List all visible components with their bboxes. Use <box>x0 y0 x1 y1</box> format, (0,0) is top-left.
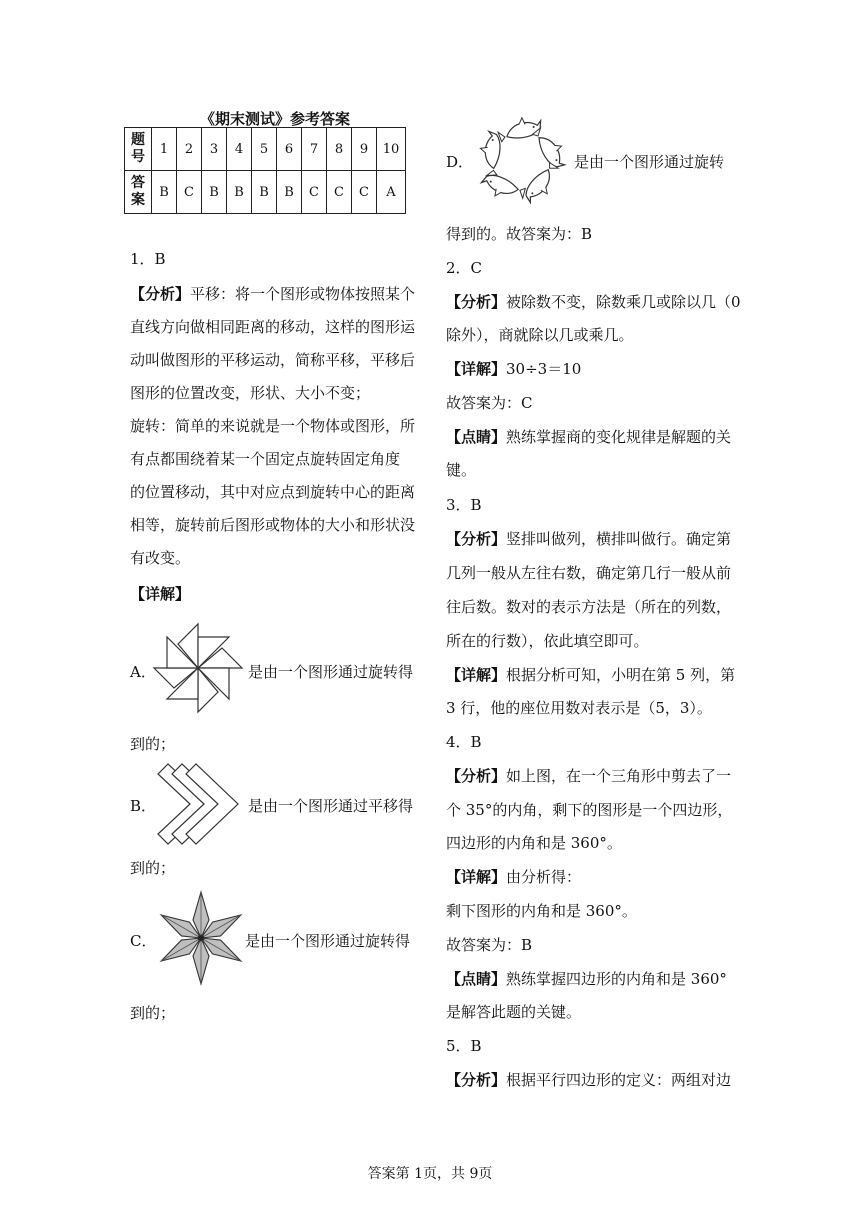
question-number-header: 题 号 <box>125 128 152 171</box>
table-cell: 3 <box>202 128 227 171</box>
q1-answer: 1．B <box>130 250 166 268</box>
option-d-text: 是由一个图形通过旋转 <box>574 153 725 171</box>
option-a-text: 是由一个图形通过旋转得 <box>248 663 414 681</box>
table-cell: C <box>327 171 352 214</box>
q3-analysis: 【分析】竖排叫做列，横排叫做行。确定第 <box>446 530 732 548</box>
text-line: 四边形的内角和是 360°。 <box>446 834 622 852</box>
q4-analysis: 【分析】如上图，在一个三角形中剪去了一 <box>446 767 732 785</box>
answer-table <box>124 127 406 214</box>
q1-analysis: 【分析】平移：将一个图形或物体按照某个 <box>130 285 416 303</box>
q4-point: 【点睛】熟练掌握四边形的内角和是 360° <box>446 970 727 988</box>
table-cell: 9 <box>352 128 377 171</box>
pinwheel-figure <box>152 622 244 714</box>
text-line: 到的； <box>130 735 176 753</box>
q2-detail: 【详解】30÷3＝10 <box>446 360 582 378</box>
q5-answer: 5．B <box>446 1037 482 1055</box>
table-cell: C <box>177 171 202 214</box>
table-cell: A <box>377 171 406 214</box>
text-line: 的位置移动，其中对应点到旋转中心的距离 <box>130 483 416 501</box>
q4-answer: 4．B <box>446 733 482 751</box>
q3-detail: 【详解】根据分析可知，小明在第 5 列，第 <box>446 666 736 684</box>
option-c-label: C． <box>130 932 157 950</box>
text-line: 有改变。 <box>130 549 191 567</box>
table-cell: B <box>227 171 252 214</box>
table-cell: 8 <box>327 128 352 171</box>
table-row <box>125 128 406 171</box>
option-a-label: A． <box>130 663 156 681</box>
dolphins-figure <box>470 108 574 208</box>
q1-detail-tag: 【详解】 <box>130 585 191 603</box>
q2-answer: 2．C <box>446 259 483 277</box>
chevrons-figure <box>152 760 244 848</box>
option-b-label: B． <box>130 797 157 815</box>
text-line: 除外），商就除以几或乘几。 <box>446 326 634 344</box>
table-cell: 6 <box>277 128 302 171</box>
table-cell: B <box>202 171 227 214</box>
text-line: 直线方向做相同距离的移动，这样的图形运 <box>130 318 416 336</box>
text-line: 有点都围绕着某一个固定点旋转固定角度 <box>130 450 401 468</box>
option-d-label: D． <box>446 153 474 171</box>
table-cell: B <box>252 171 277 214</box>
text-line: 旋转：简单的来说就是一个物体或图形，所 <box>130 417 416 435</box>
table-cell: 4 <box>227 128 252 171</box>
table-cell: 10 <box>377 128 406 171</box>
q2-point: 【点睛】熟练掌握商的变化规律是解题的关 <box>446 428 732 446</box>
text-line: 键。 <box>446 461 477 479</box>
text-line: 到的； <box>130 859 176 877</box>
table-cell: C <box>352 171 377 214</box>
table-cell: 2 <box>177 128 202 171</box>
q3-answer: 3．B <box>446 496 482 514</box>
text-line: 个 35°的内角，剩下的图形是一个四边形， <box>446 801 733 819</box>
page-footer: 答案第 1页，共 9页 <box>367 1166 493 1182</box>
text-line: 得到的。故答案为：B <box>446 225 593 243</box>
option-b-text: 是由一个图形通过平移得 <box>248 797 414 815</box>
page-title: 《期末测试》参考答案 <box>200 110 351 128</box>
q5-analysis: 【分析】根据平行四边形的定义：两组对边 <box>446 1071 732 1089</box>
text-line: 图形的位置改变，形状、大小不变； <box>130 384 371 402</box>
table-cell: 7 <box>302 128 327 171</box>
table-row <box>125 171 406 214</box>
text-line: 故答案为：B <box>446 936 533 954</box>
answer-header: 答 案 <box>125 171 152 214</box>
text-line: 3 行，他的座位用数对表示是（5，3）。 <box>446 699 712 717</box>
text-line: 剩下图形的内角和是 360°。 <box>446 902 637 920</box>
text-line: 故答案为：C <box>446 394 533 412</box>
table-cell: C <box>302 171 327 214</box>
text-line: 动叫做图形的平移运动，简称平移，平移后 <box>130 351 416 369</box>
option-c-text: 是由一个图形通过旋转得 <box>245 932 411 950</box>
text-line: 往后数。数对的表示方法是（所在的列数， <box>446 598 732 616</box>
q2-analysis: 【分析】被除数不变，除数乘几或除以几（0 <box>446 293 741 311</box>
text-line: 所在的行数），依此填空即可。 <box>446 632 649 650</box>
text-line: 是解答此题的关键。 <box>446 1003 582 1021</box>
table-cell: 1 <box>152 128 177 171</box>
table-cell: B <box>152 171 177 214</box>
text-line: 几列一般从左往右数，确定第几行一般从前 <box>446 564 732 582</box>
text-line: 相等，旋转前后图形或物体的大小和形状没 <box>130 516 416 534</box>
star-figure <box>155 890 247 986</box>
table-cell: B <box>277 171 302 214</box>
q4-detail: 【详解】由分析得： <box>446 868 582 886</box>
table-cell: 5 <box>252 128 277 171</box>
text-line: 到的； <box>130 1004 176 1022</box>
